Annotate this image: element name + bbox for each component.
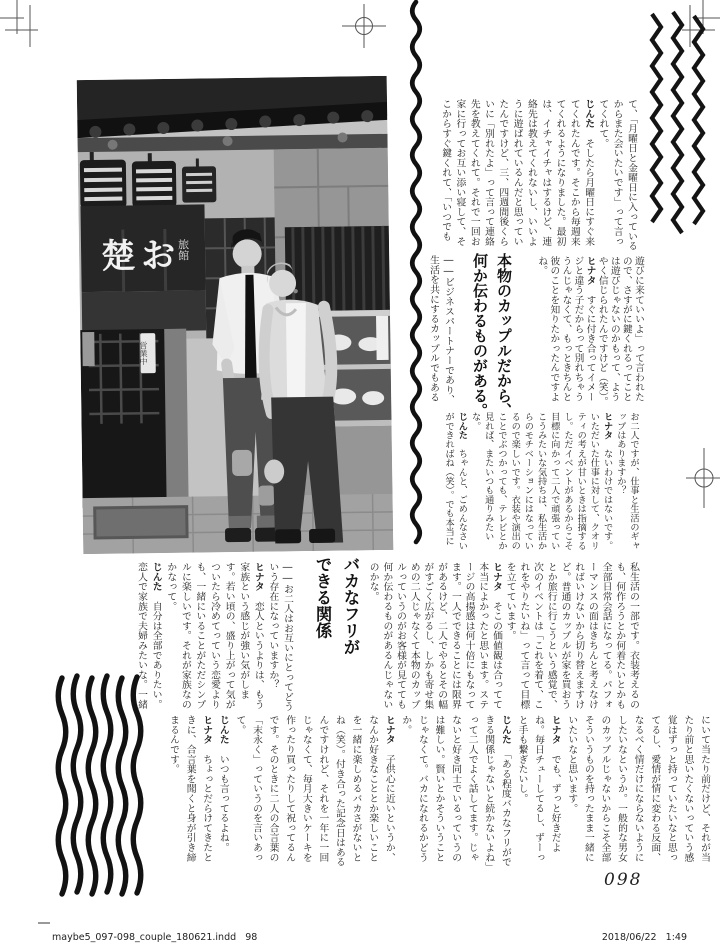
- speaker-name: じんた: [150, 562, 162, 592]
- interview-paragraph: じんた 「ある程度バカなフリができる関係じゃないと続かないよね」って二人でよく話してます。じゃないと好き同士でいるっていうのは難しい。賢いとかそういうことじゃなくて。バカになれるかどうか。: [400, 715, 511, 867]
- interview-text-band-4-left: [118, 562, 294, 714]
- interview-text-band-5: [162, 715, 712, 867]
- wavy-line: [58, 678, 66, 894]
- wavy-line: [88, 678, 96, 894]
- speaker-name: じんた: [583, 99, 595, 129]
- speaker-name: じんた: [217, 715, 229, 745]
- speaker-name: ヒナタ: [252, 562, 264, 592]
- interview-paragraph: ヒナタ すぐに付き合ってイメージと違う子だからって別れちゃううんじゃなくて、もっときちんと彼のことを知りたかったんですよね。: [536, 256, 596, 402]
- interview-paragraph: じんた いつも言ってるよね。: [217, 715, 229, 853]
- zigzag-line: [694, 16, 703, 224]
- page-number: 098: [604, 870, 643, 890]
- interview-text-band-3: [442, 412, 640, 554]
- interview-paragraph: 私生活の一部です。衣装考えるのも、何作ろうとか何着たいとかも全部日常会話になってる。パフォーマンスの面はきちんと考えなければいけないから切り替えますけど。普通のカップルが家を買おうとか旅行に行こうという感覚で、次のイベントは「これを着て、これをやりたいね」って言って目標を立てています。: [504, 562, 639, 709]
- speaker-name: ヒナタ: [201, 715, 213, 745]
- bamboo-fence: [285, 226, 390, 311]
- wavy-line: [412, 2, 420, 542]
- interview-paragraph: ヒナタ 子供心に近いというか、なんか好きなこととか楽しいことを一緒に楽しめるバカさがないとね（笑）。付き合った記念日はあるんですけれど、それを一年に一回じゃなくて、毎月大きいケーキを作ったり買ったりして祝ってるんです。そのときに二人の合言葉の「末永く」っていうのを言いあって。: [234, 715, 395, 867]
- interview-paragraph: ヒナタ ないわけではないです。いただいた仕事に対して、クオリティの考えが甘いときは指摘するし。ただイベントがあるからこそ目標に向かって二人で頑張っていこうみたいな気持ちは、私生活からのモチベーションにはなっているので楽しいです。衣装や演出のことでぶつかっても、テレビとか見れば、またいつも通りみたいな。: [469, 412, 613, 551]
- interview-paragraph: 遊びに来ていいよ」って言われたので、さすがに鍵くれるってことは遊びじゃないのかもって、ようやく信じられたんですけど（笑）。: [596, 256, 644, 407]
- interview-paragraph: にいて当たり前だけど、それが当たり前と思いたくないっていう感覚はずっと持っていたいなと思ってるし、愛情が情に変わる反面、なるべく情だけにならないようにしたいなというか。一般的な男女のカップルじゃないからこそ全部そういうものを持ったまま一緒にいたいなと思います。: [566, 715, 710, 862]
- speaker-name: ヒナタ: [490, 562, 502, 592]
- pull-quote-subtitle: ――ビジネスパートナーであり、生活を共にするカップルでもある: [428, 255, 454, 405]
- interview-paragraph: ヒナタ そこの価値観は合ってて本当によかったと思います。ステージの高揚感は何十倍にもなってます。一人でできることには限界があるけど、二人でやるとその幅がすごく広がるし、しかも寄せ集めの二人じゃなくて本物のカップルっていうのがお客様が見てても何か伝わるものがあるんじゃないのかな。: [367, 562, 502, 710]
- zigzag-line: [673, 12, 682, 233]
- interview-text-band-4-right: [366, 562, 640, 714]
- noren-small-text: 旅館: [176, 238, 190, 261]
- interview-paragraph: ヒナタ でも、ずっと好きだよね。毎日チューしてるし、ずーっと手も繋ぎたいし。: [516, 715, 561, 862]
- speaker-name: ヒナタ: [601, 412, 613, 440]
- interview-text-band-1: [432, 99, 638, 252]
- couple-photo: [77, 76, 394, 554]
- wavy-line: [103, 676, 111, 892]
- interview-paragraph: お二人ですが、仕事と生活のギャップはありますか？: [614, 412, 639, 550]
- wavy-line: [73, 676, 81, 892]
- noren-curtain: [80, 204, 206, 332]
- interview-paragraph: ヒナタ ちょっとだらけてきたときに、合言葉を聞くと身が引き締まるんです。: [168, 715, 213, 863]
- pull-quote-headline: 本物のカップルだから、何か伝わるものがある。: [471, 253, 513, 418]
- interview-paragraph: じんた そしたら月曜日にすぐ来てくれたんです。そこから毎週来てくれるようになりました。最初は、イチャイチャはするけど、連絡先は教えてくれないし、いいように遊ばれているんだと思っていたんですけど、三、四週間後くらいに「別れたよ」って言って連絡先を教えてくれて。それで一回お家に行ってお互い添い寝して、そこからすぐ鍵くれて、「いつでも: [440, 99, 595, 247]
- speaker-name: ヒナタ: [549, 715, 561, 745]
- section-heading: バカなフリができる関係: [313, 556, 360, 655]
- speaker-name: じんた: [456, 412, 468, 440]
- interview-text-band-2: [534, 256, 644, 410]
- zigzag-decoration-top-right: [640, 6, 720, 246]
- noren-kanji-right: お: [140, 235, 176, 277]
- speaker-name: じんた: [499, 715, 511, 745]
- interview-paragraph: じんた ちゃんと、ごめんなさいができればね（笑）。でも本当に: [443, 412, 468, 551]
- doormat: [95, 507, 187, 538]
- open-sign-text: 営業中: [138, 341, 149, 366]
- noren-kanji-left: 楚: [100, 236, 136, 277]
- register-mark-right-center: [686, 448, 720, 508]
- register-mark-top-center: [342, 4, 386, 48]
- footer-timestamp: 2018/06/22 1:49: [601, 932, 687, 943]
- roof-eave: [77, 76, 388, 152]
- interview-paragraph: じんた 自分は全部でありたい。恋人で家族で夫婦みたいな。一緒: [136, 562, 162, 710]
- corner-mark-top-left: [0, 0, 38, 47]
- speaker-name: ヒナタ: [584, 256, 596, 286]
- doorway: [80, 329, 188, 508]
- interview-paragraph: て、「月曜日と金曜日に入っているからまた会いたいです」って言ってくれて。: [597, 99, 637, 251]
- footer-filename: maybe5_097-098_couple_180621.indd 98: [52, 932, 258, 943]
- interview-paragraph: ――お二人はお互いにとってどういう存在になっていますか？: [267, 562, 293, 712]
- zigzag-line: [652, 14, 661, 222]
- speaker-name: ヒナタ: [383, 715, 395, 745]
- interview-paragraph: ヒナタ 恋人というよりは、もう家族という感じが強い気がします。若い頃の、盛り上がって気がついたら冷めてっていう恋愛よりも、一緒にいることがただシンプルに楽しいです。それが家族なのかなって。: [165, 562, 264, 710]
